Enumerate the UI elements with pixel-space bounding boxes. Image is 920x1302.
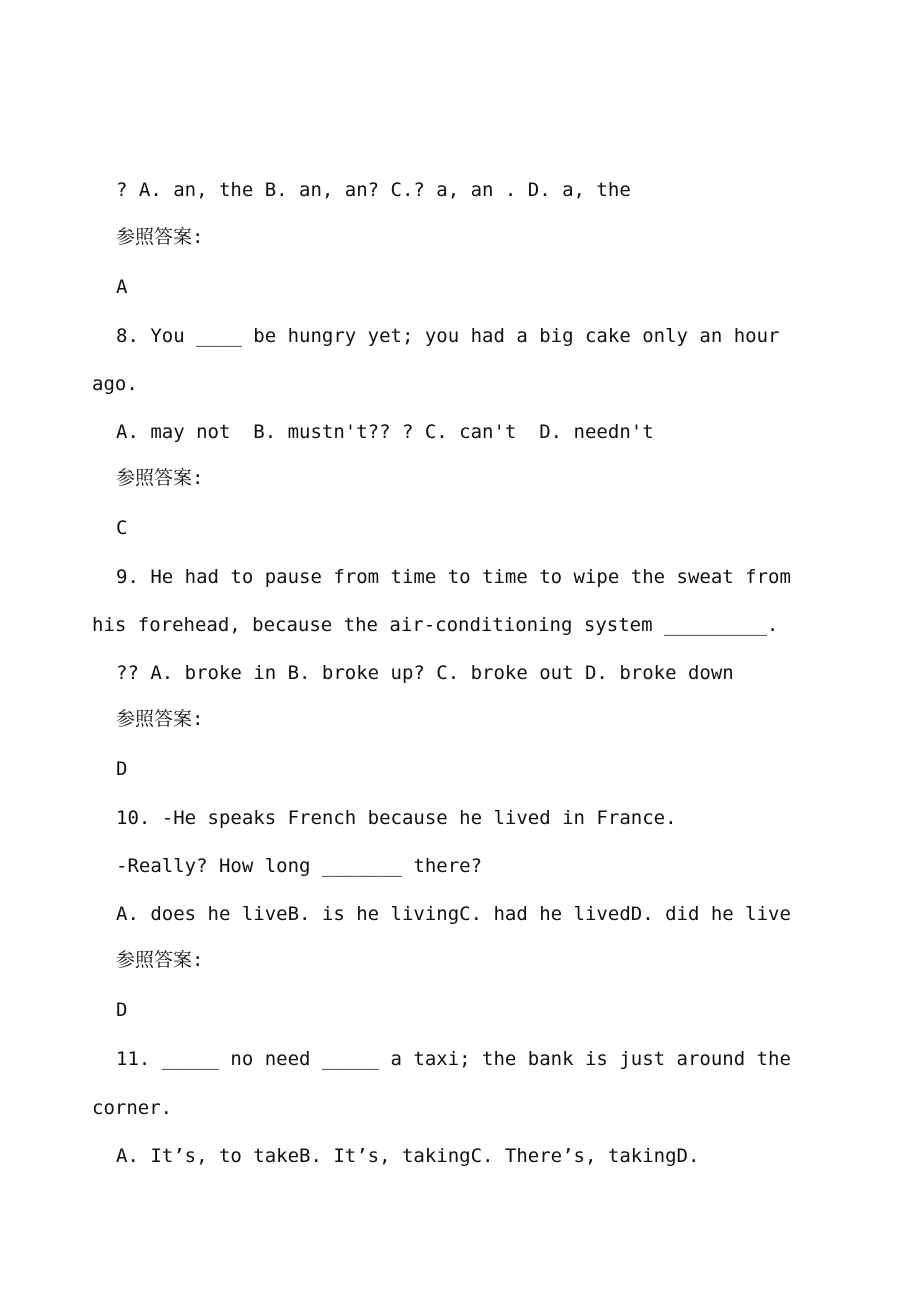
answer-label: 参照答案: bbox=[116, 226, 204, 248]
question-9-options: ?? A. broke in B. broke up? C. broke out D. broke down bbox=[116, 662, 734, 684]
answer-label: 参照答案: bbox=[116, 949, 204, 971]
question-8-options: A. may not B. mustn't?? ? C. can't D. needn't bbox=[116, 421, 654, 443]
question-10-options: A. does he liveB. is he livingC. had he livedD. did he live bbox=[116, 903, 791, 925]
question-11-options: A. It’s, to takeB. It’s, takingC. There’s, takingD. bbox=[116, 1145, 700, 1167]
question-11-text-continued: corner. bbox=[92, 1097, 173, 1119]
question-10-text: 10. -He speaks French because he lived in France. bbox=[116, 807, 677, 829]
question-11-text: 11. _____ no need _____ a taxi; the bank is just around the bbox=[116, 1048, 791, 1070]
question-7-options: ? A. an, the B. an, an? C.? a, an . D. a, the bbox=[116, 179, 631, 201]
answer-value: D bbox=[116, 999, 128, 1021]
answer-value: C bbox=[116, 517, 128, 539]
question-10-text-continued: -Really? How long _______ there? bbox=[116, 855, 483, 877]
question-9-text: 9. He had to pause from time to time to wipe the sweat from bbox=[116, 566, 791, 588]
question-9-text-continued: his forehead, because the air-conditioning system _________. bbox=[92, 614, 779, 636]
question-8-text: 8. You ____ be hungry yet; you had a big cake only an hour bbox=[116, 325, 780, 347]
question-8-text-continued: ago. bbox=[92, 373, 138, 395]
answer-label: 参照答案: bbox=[116, 467, 204, 489]
answer-value: D bbox=[116, 758, 128, 780]
answer-label: 参照答案: bbox=[116, 708, 204, 730]
answer-value: A bbox=[116, 276, 128, 298]
